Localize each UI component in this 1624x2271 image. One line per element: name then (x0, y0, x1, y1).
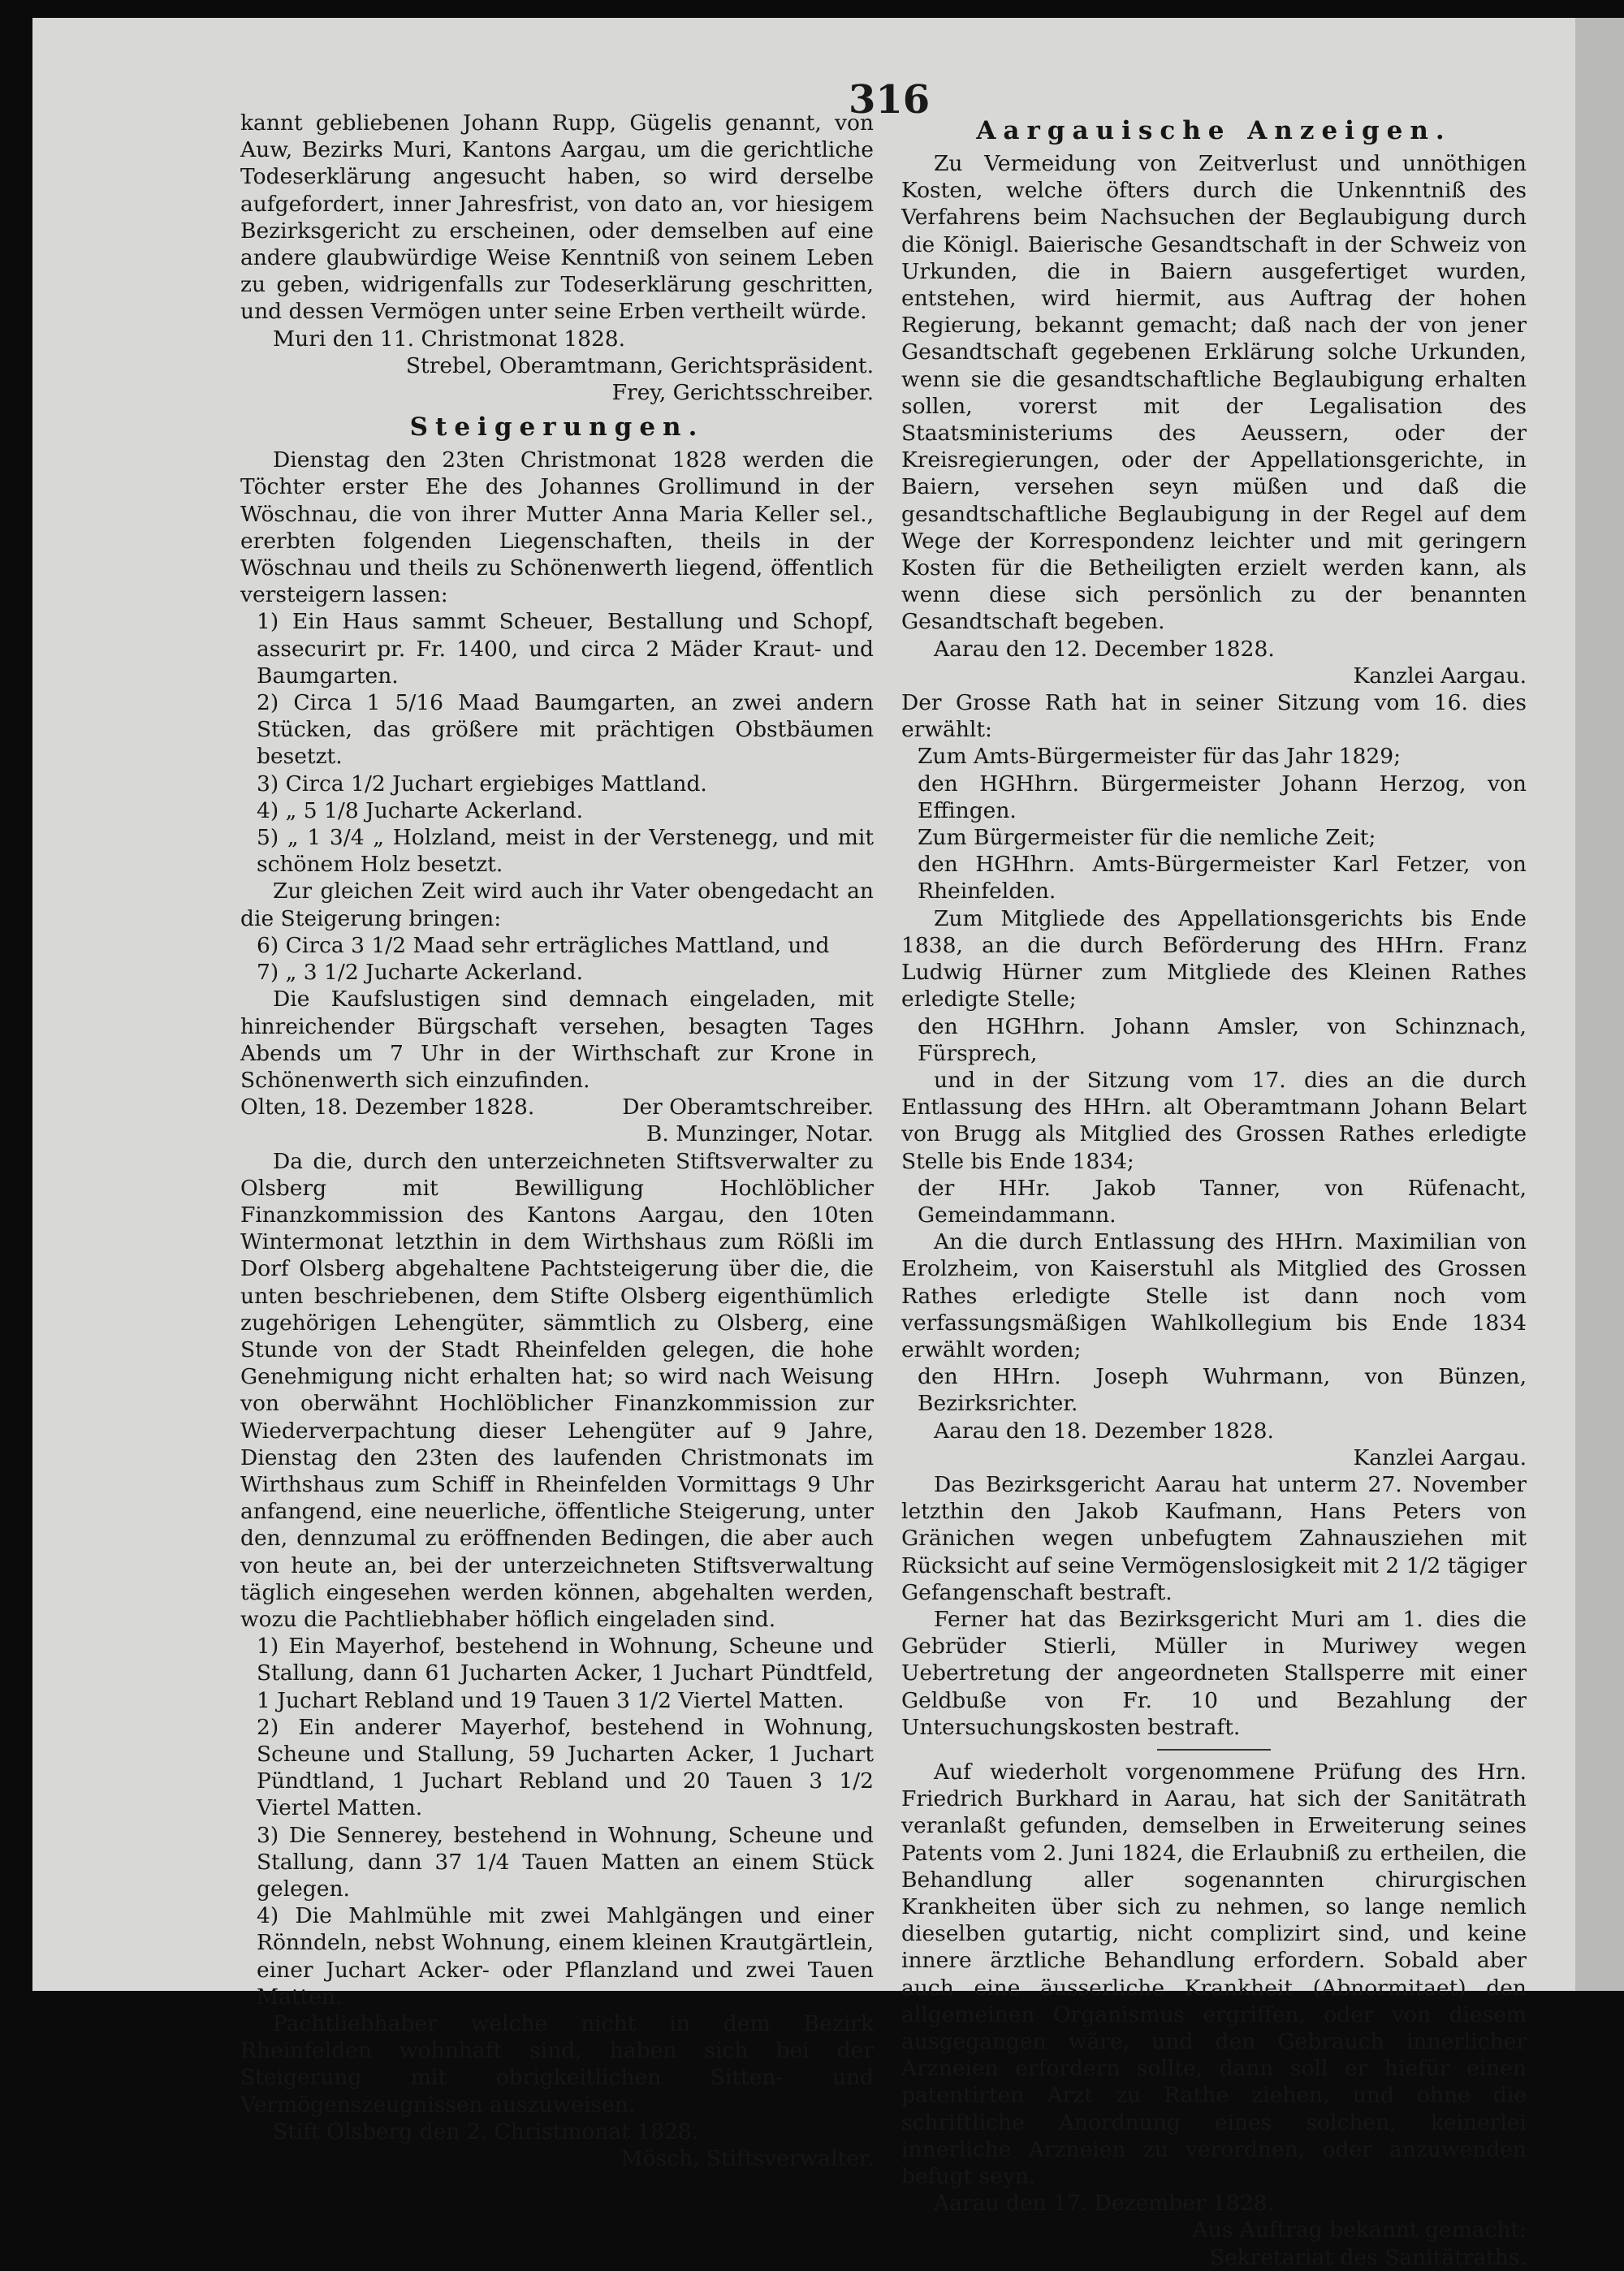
list-item: 1) Ein Haus sammt Scheuer, Bestallung und Schopf, assecurirt pr. Fr. 1400, und circa 2 Mäder Kraut- und Baumgarten. (257, 609, 874, 689)
auction-paragraph-3: Die Kaufslustigen sind demnach eingeladen, mit hinreichender Bürgschaft versehen, besagten Tages Abends um 7 Uhr in der Wirthschaft zur Krone in Schönenwerth sich einzufinden. (240, 987, 874, 1093)
aarau-date-2: Aarau den 18. Dezember 1828. (934, 1418, 1274, 1444)
section-heading-anzeigen: Aargauische Anzeigen. (976, 116, 1452, 145)
sanitaet-signature-1: Aus Auftrag bekannt gemacht: (1192, 2217, 1527, 2243)
muri-court-paragraph: Ferner hat das Bezirksgericht Muri am 1. dies die Gebrüder Stierli, Müller in Muriwey wegen Uebertretung der angeordneten Stallsperre mit einer Geldbuße von Fr. 10 und Bezahlung der Untersuchungskosten bestraft. (901, 1606, 1527, 1740)
kanzlei-signature-2: Kanzlei Aargau. (1353, 1444, 1527, 1470)
list-item: 3) Die Sennerey, bestehend in Wohnung, Scheune und Stallung, dann 37 1/4 Tauen Matten an einem Stück gelegen. (257, 1822, 874, 1902)
rath-line: den HHrn. Joseph Wuhrmann, von Bünzen, Bezirksrichter. (918, 1364, 1527, 1417)
list-item: 3) Circa 1/2 Juchart ergiebiges Mattland. (257, 771, 707, 797)
bezirksgericht-paragraph: Das Bezirksgericht Aarau hat unterm 27. November letzthin den Jakob Kaufmann, Hans Peters von Gränichen wegen unbefugtem Zahnausziehen mit Rücksicht auf seine Vermögenslosigkeit mit 2 1/2 tägiger Gefangenschaft bestraft. (901, 1471, 1527, 1605)
list-item: 1) Ein Mayerhof, bestehend in Wohnung, Scheune und Stallung, dann 61 Jucharten Acker, 1 Juchart Pündtfeld, 1 Juchart Rebland und 19 Tauen 3 1/2 Viertel Matten. (257, 1634, 874, 1713)
rath-line: den HGHhrn. Amts-Bürgermeister Karl Fetzer, von Rheinfelden. (918, 852, 1527, 905)
olten-signature-line (240, 1094, 874, 1120)
rath-line: der HHr. Jakob Tanner, von Rüfenacht, Gemeindammann. (918, 1175, 1527, 1228)
stift-signature: Mösch, Stiftsverwalter. (620, 2146, 874, 2172)
separator-rule (1157, 1749, 1271, 1751)
olten-date: Olten, 18. Dezember 1828. (240, 1094, 535, 1120)
rath-line: den HGHhrn. Johann Amsler, von Schinznach, Fürsprech, (918, 1013, 1527, 1066)
notice-paragraph: Zu Vermeidung von Zeitverlust und unnöthigen Kosten, welche öfters durch die Unkenntniß des Verfahrens beim Nachsuchen der Beglaubigung durch die Königl. Baierische Gesandtschaft in der Schweiz von Urkunden, die in Baiern ausgefertiget wurden, entstehen, wird hiermit, aus Auftrag der hohen Regierung, bekannt gemacht; daß nach der von jener Gesandtschaft gegebenen Erklärung solche Urkunden, wenn sie die gesandtschaftliche Beglaubigung erhalten sollen, vorerst mit der Legalisation des Staatsministeriums des Aeussern, oder der Kreisregierungen, oder der Appellationsgerichte, in Baiern, versehen seyn müßen und daß die gesandtschaftliche Beglaubigung in der Regel auf dem Wege der Korrespondenz leichter und mit geringern Kosten für die Betheiligten erzielt werden kann, als wenn diese sich persönlich zu der benannten Gesandtschaft begeben. (901, 151, 1527, 635)
olten-notary: B. Munzinger, Notar. (646, 1121, 874, 1147)
stift-date: Stift Olsberg den 2. Christmonat 1828. (273, 2118, 699, 2144)
sanitaet-signature-2: Sekretariat des Sanitätraths. (1209, 2244, 1527, 2270)
sanitaet-paragraph: Auf wiederholt vorgenommene Prüfung des Hrn. Friedrich Burkhard in Aarau, hat sich der Sanitätrath veranlaßt gefunden, demselben in Erweiterung seines Patents vom 2. Juni 1824, die Erlaubniß zu ertheilen, die Behandlung aller sogenannten chirurgischen Krankheiten über sich zu nehmen, so lange nemlich dieselben gutartig, nicht complizirt sind, und keine innere ärztliche Behandlung erfordern. Sobald aber auch eine äusserliche Krankheit (Abnormitaet) den allgemeinen Organismus ergriffen, oder von diesem ausgegangen wäre, und den Gebrauch innerlicher Arzneien erfordern sollte, dann soll er hiefür einen patentirten Arzt zu Rathe ziehen, und ohne die schriftliche Anordnung eines solchen, keinerlei innerliche Arzneien zu verordnen, oder anzuwenden befugt seyn. (901, 1759, 1527, 2190)
signature-frey: Frey, Gerichtsschreiber. (611, 380, 874, 406)
intro-paragraph: kannt gebliebenen Johann Rupp, Gügelis genannt, von Auw, Bezirks Muri, Kantons Aargau, um die gerichtliche Todeserklärung angesucht haben, so wird derselbe aufgefordert, inner Jahresfrist, von dato an, vor hiesigem Bezirksgericht zu erscheinen, oder demselben auf eine andere glaubwürdige Weise Kenntniß von seinem Leben zu geben, widrigenfalls zur Todeserklärung geschritten, und dessen Vermögen unter seine Erben vertheilt würde. (240, 110, 874, 325)
olten-signature: Der Oberamtschreiber. (622, 1094, 874, 1120)
rath-line: An die durch Entlassung des HHrn. Maximilian von Erolzheim, von Kaiserstuhl als Mitglied des Grossen Rathes erledigte Stelle ist dann noch vom verfassungsmäßigen Wahlkollegium bis Ende 1834 erwählt worden; (901, 1229, 1527, 1362)
auction-paragraph: Dienstag den 23ten Christmonat 1828 werden die Töchter erster Ehe des Johannes Grollimund in der Wöschnau, die von ihrer Mutter Anna Maria Keller sel., ererbten folgenden Liegenschaften, theils in der Wöschnau und theils zu Schönenwerth liegend, öffentlich versteigern lassen: (240, 447, 874, 608)
right-column (901, 110, 1527, 2271)
rath-line: und in der Sitzung vom 17. dies an die durch Entlassung des HHrn. alt Oberamtmann Johann Belart von Brugg als Mitglied des Grossen Rathes erledigte Stelle bis Ende 1834; (901, 1067, 1527, 1174)
rath-line: Zum Mitgliede des Appellationsgerichts bis Ende 1838, an die durch Beförderung des HHrn. Franz Ludwig Hürner zum Mitgliede des Kleinen Rathes erledigte Stelle; (901, 905, 1527, 1012)
page-number: 316 (849, 77, 931, 123)
list-item: 6) Circa 3 1/2 Maad sehr erträgliches Mattland, und (257, 932, 830, 958)
rath-line: Zum Amts-Bürgermeister für das Jahr 1829; (918, 744, 1402, 770)
pacht-paragraph: Pachtliebhaber welche nicht in dem Bezirk Rheinfelden wohnhaft sind, haben sich bei der Steigerung mit obrigkeitlichen Sitten- und Vermögenszeugnissen auszuweisen. (240, 2011, 874, 2118)
list-item: 4) „ 5 1/8 Jucharte Ackerland. (257, 797, 584, 823)
rath-line: den HGHhrn. Bürgermeister Johann Herzog, von Effingen. (918, 771, 1527, 823)
signature-strebel: Strebel, Oberamtmann, Gerichtspräsident. (405, 352, 874, 378)
muri-date: Muri den 11. Christmonat 1828. (273, 326, 626, 352)
section-heading-steigerungen: Steigerungen. (409, 412, 705, 443)
aarau-date-3: Aarau den 17. Dezember 1828. (934, 2191, 1274, 2217)
rath-line: Zum Bürgermeister für die nemliche Zeit; (918, 825, 1376, 851)
list-item: 7) „ 3 1/2 Jucharte Ackerland. (257, 960, 584, 986)
left-column (240, 110, 874, 2172)
kanzlei-signature-1: Kanzlei Aargau. (1353, 663, 1527, 689)
auction-paragraph-2: Zur gleichen Zeit wird auch ihr Vater obengedacht an die Steigerung bringen: (240, 879, 874, 931)
olsberg-paragraph: Da die, durch den unterzeichneten Stiftsverwalter zu Olsberg mit Bewilligung Hochlöblicher Finanzkommission des Kantons Aargau, den 10ten Wintermonat letzthin in dem Wirthshaus zum Rößli im Dorf Olsberg abgehaltene Pachtsteigerung über die, die unten beschriebenen, dem Stifte Olsberg eigenthümlich zugehörigen Lehengüter, sämmtlich zu Olsberg, eine Stunde von der Stadt Rheinfelden gelegen, die hohe Genehmigung nicht erhalten hat; so wird nach Weisung von oberwähnt Hochlöblicher Finanzkommission zur Wiederverpachtung dieser Lehengüter auf 9 Jahre, Dienstag den 23ten des laufenden Christmonats im Wirthshaus zum Schiff in Rheinfelden Vormittags 9 Uhr anfangend, eine neuerliche, öffentliche Steigerung, unter den, dennzumal zu eröffnenden Bedingen, die aber auch von heute an, bei der unterzeichneten Stiftsverwaltung täglich eingesehen werden können, abgehalten werden, wozu die Pachtliebhaber höflich eingeladen sind. (240, 1148, 874, 1632)
list-item: 2) Circa 1 5/16 Maad Baumgarten, an zwei andern Stücken, das größere mit prächtigen Obstbäumen besetzt. (257, 690, 874, 770)
next-page-edge (1575, 18, 1624, 1991)
list-item: 5) „ 1 3/4 „ Holzland, meist in der Verstenegg, und mit schönem Holz besetzt. (257, 825, 874, 878)
rath-intro: Der Grosse Rath hat in seiner Sitzung vom 16. dies erwählt: (901, 690, 1527, 743)
list-item: 4) Die Mahlmühle mit zwei Mahlgängen und einer Rönndeln, nebst Wohnung, einem kleinen Krautgärtlein, einer Juchart Acker- oder Pflanzland und zwei Tauen Matten. (257, 1903, 874, 2010)
aarau-date-1: Aarau den 12. December 1828. (934, 636, 1275, 662)
list-item: 2) Ein anderer Mayerhof, bestehend in Wohnung, Scheune und Stallung, 59 Jucharten Acker, 1 Juchart Pündtland, 1 Juchart Rebland und 20 Tauen 3 1/2 Viertel Matten. (257, 1714, 874, 1821)
